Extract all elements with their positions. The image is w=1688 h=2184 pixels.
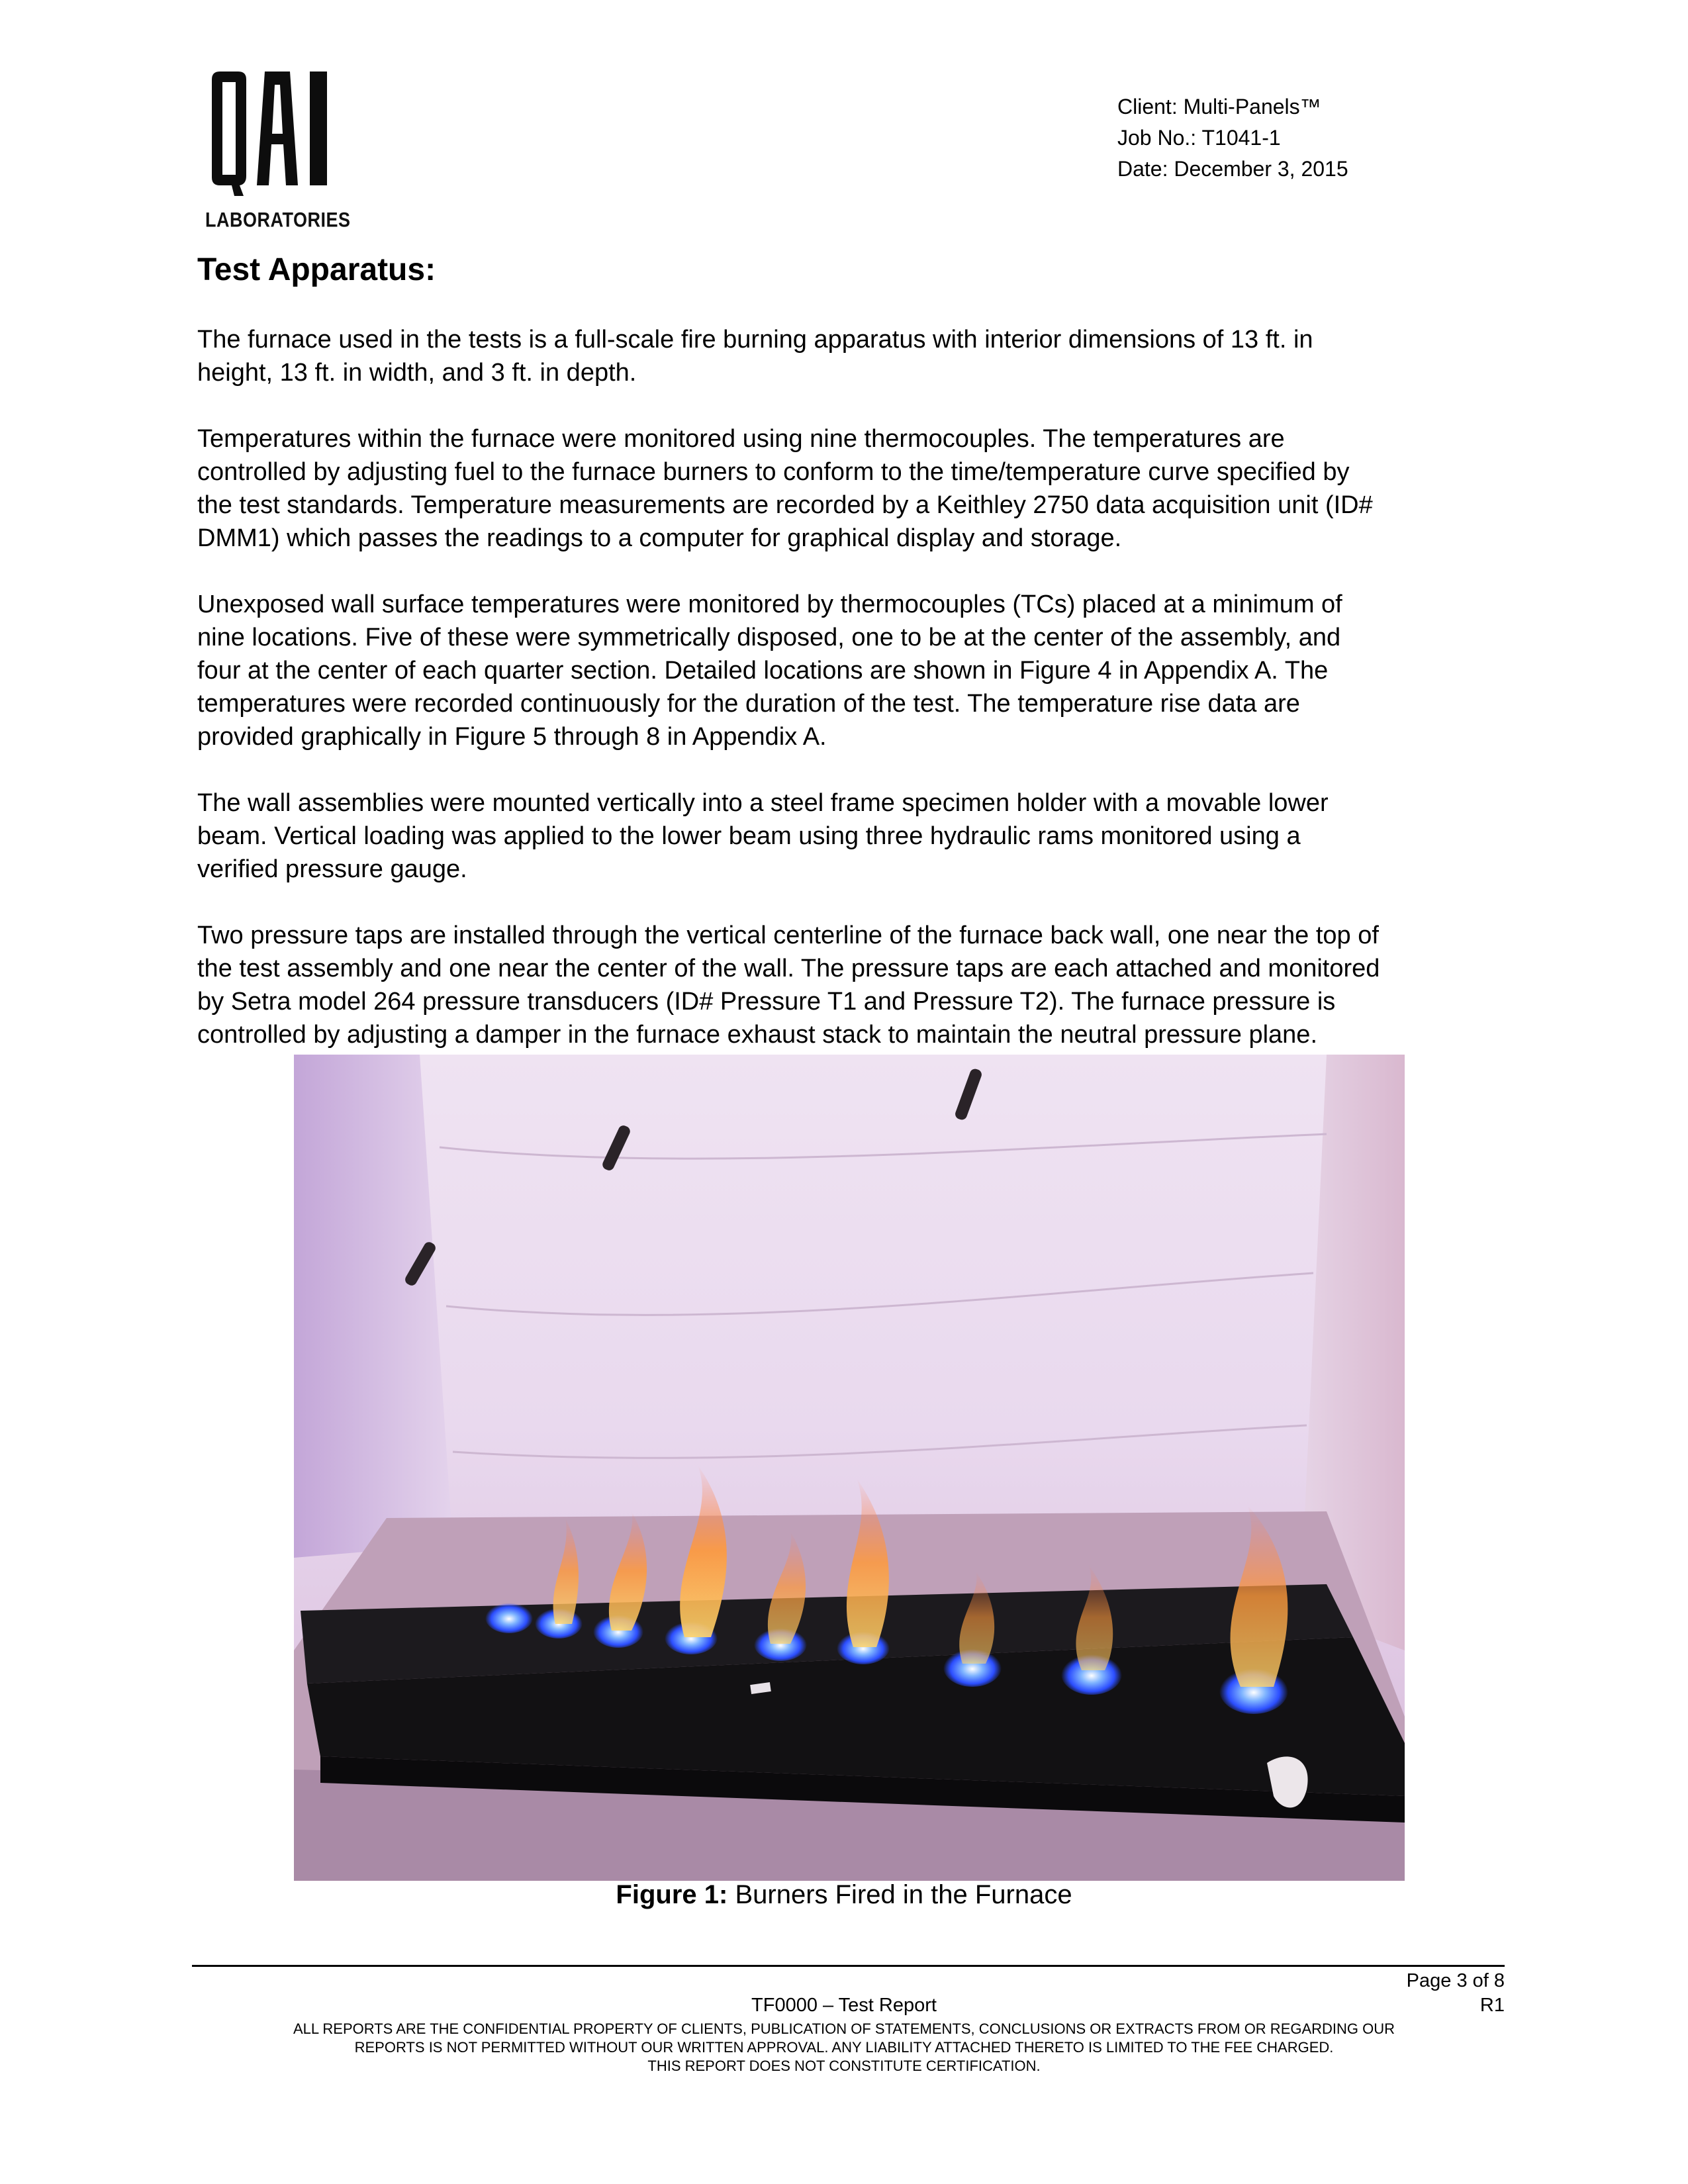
job-number: Job No.: T1041-1 (1117, 126, 1281, 150)
disclaimer-line: THIS REPORT DOES NOT CONSTITUTE CERTIFICATION. (647, 2058, 1041, 2074)
revision-label: R1 (1479, 1995, 1505, 2016)
figure-caption-text: Burners Fired in the Furnace (735, 1880, 1072, 1909)
section-heading: Test Apparatus: (197, 252, 436, 287)
qai-logo (205, 71, 351, 232)
disclaimer-line: REPORTS IS NOT PERMITTED WITHOUT OUR WRITTEN APPROVAL. ANY LIABILITY ATTACHED THERETO IS LIMITED TO THE FEE CHARGED. (354, 2039, 1334, 2056)
disclaimer-line: ALL REPORTS ARE THE CONFIDENTIAL PROPERTY OF CLIENTS, PUBLICATION OF STATEMENTS, CONCLUSIONS OR EXTRACTS FROM OR REGARDING OUR (293, 2020, 1395, 2037)
report-date: Date: December 3, 2015 (1117, 157, 1348, 181)
figure-caption (0, 1880, 1688, 1910)
furnace-burner-illustration (294, 1055, 1405, 1881)
figure-label: Figure 1: (616, 1880, 728, 1909)
body-text (197, 323, 1515, 1084)
report-meta (1117, 91, 1348, 185)
paragraph-temperatures: Temperatures within the furnace were monitored using nine thermocouples. The temperatures are controlled by adjusting fuel to the furnace burners to conform to the time/temperature curve specified by the test standards. Temperature measurements are recorded by a Keithley 2750 data acquisition unit (ID# DMM1) which passes the readings to a computer for graphical display and storage. (197, 425, 1373, 552)
paragraph-unexposed-surface: Unexposed wall surface temperatures were monitored by thermocouples (TCs) placed at a minimum of nine locations. Five of these were symmetrically disposed, one to be at the center of the assembly, and four at the center of each quarter section. Detailed locations are shown in Figure 4 in Appendix A. The temperatures were recorded continuously for the duration of the test. The temperature rise data are provided graphically in Figure 5 through 8 in Appendix A. (197, 591, 1342, 751)
logo-subtext: LABORATORIES (205, 209, 351, 232)
page-number: Page 3 of 8 (1406, 1970, 1505, 1991)
client-label: Client: Multi-Panels™ (1117, 95, 1321, 119)
confidentiality-disclaimer (0, 2020, 1688, 2075)
footer-rule (192, 1965, 1505, 1967)
furnace-burner-photo (294, 1055, 1405, 1881)
paragraph-wall-mounting: The wall assemblies were mounted vertically into a steel frame specimen holder with a movable lower beam. Vertical loading was applied to the lower beam using three hydraulic rams monitored using a verified pressure gauge. (197, 789, 1329, 883)
qai-logo-mark (205, 71, 344, 204)
paragraph-pressure-taps: Two pressure taps are installed through the vertical centerline of the furnace back wall, one near the top of the test assembly and one near the center of the wall. The pressure taps are each attached and monitored by Setra model 264 pressure transducers (ID# Pressure T1 and Pressure T2). The furnace pressure is controlled by adjusting a damper in the furnace exhaust stack to maintain the neutral pressure plane. (197, 922, 1380, 1049)
paragraph-furnace: The furnace used in the tests is a full-scale fire burning apparatus with interior dimensions of 13 ft. in height, 13 ft. in width, and 3 ft. in depth. (197, 326, 1313, 387)
report-identifier: TF0000 – Test Report (751, 1995, 937, 2016)
